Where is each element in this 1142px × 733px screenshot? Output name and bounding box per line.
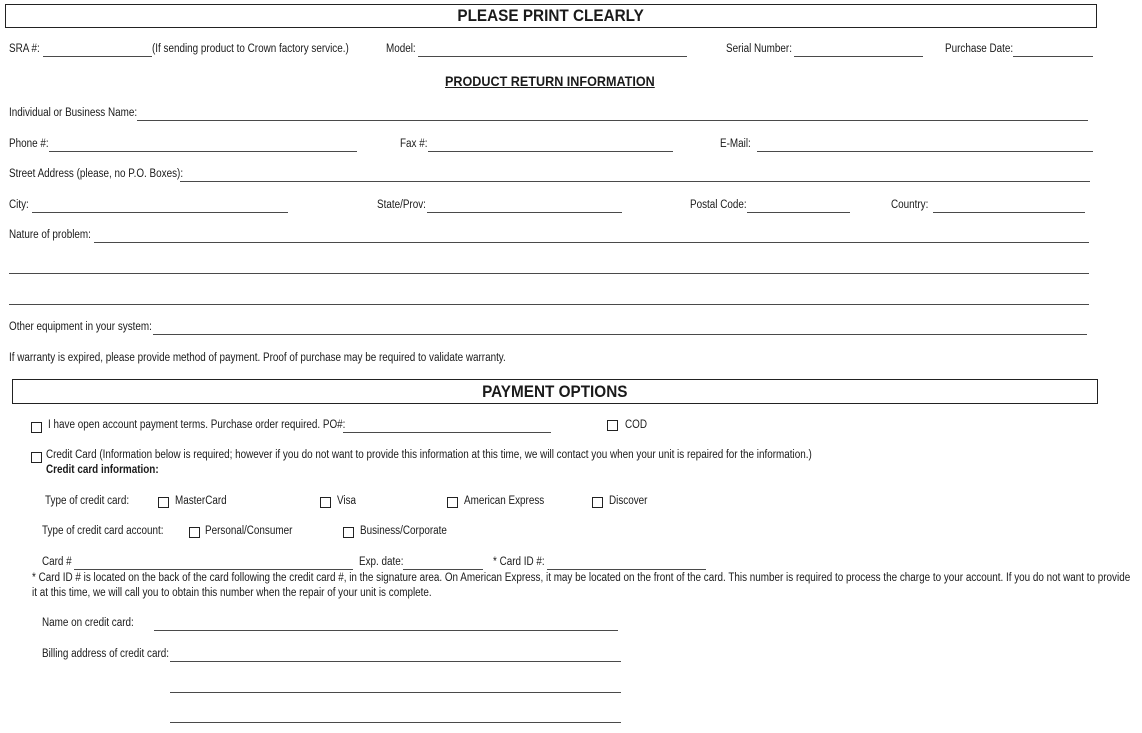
email-field[interactable] — [757, 151, 1093, 152]
name-on-card-field[interactable] — [154, 630, 618, 631]
billing-address-field-line-1[interactable] — [170, 661, 621, 662]
business-corporate-label: Business/Corporate — [360, 525, 447, 537]
phone-label: Phone #: — [9, 138, 49, 150]
postal-code-field[interactable] — [747, 212, 850, 213]
sra-label: SRA #: — [9, 43, 40, 55]
discover-checkbox[interactable] — [592, 497, 603, 508]
other-equipment-label: Other equipment in your system: — [9, 321, 152, 333]
email-label: E-Mail: — [720, 138, 751, 150]
product-return-heading: PRODUCT RETURN INFORMATION — [445, 73, 655, 89]
card-type-label: Type of credit card: — [45, 495, 130, 507]
mastercard-checkbox[interactable] — [158, 497, 169, 508]
exp-date-label: Exp. date: — [359, 556, 404, 568]
business-name-field[interactable] — [137, 120, 1088, 121]
cod-label: COD — [625, 419, 647, 431]
sra-note: (If sending product to Crown factory service.) — [152, 43, 349, 55]
payment-options-title: PAYMENT OPTIONS — [482, 381, 628, 401]
fax-label: Fax #: — [400, 138, 428, 150]
po-number-field[interactable] — [343, 432, 551, 433]
card-number-field[interactable] — [74, 569, 353, 570]
serial-number-label: Serial Number: — [726, 43, 792, 55]
personal-consumer-checkbox[interactable] — [189, 527, 200, 538]
model-label: Model: — [386, 43, 416, 55]
model-field[interactable] — [418, 56, 687, 57]
problem-field-line-1[interactable] — [94, 242, 1089, 243]
street-address-label: Street Address (please, no P.O. Boxes): — [9, 168, 184, 180]
open-account-checkbox[interactable] — [31, 422, 42, 433]
open-account-label: I have open account payment terms. Purchase order required. PO#: — [48, 419, 346, 431]
american-express-label: American Express — [464, 495, 545, 507]
billing-address-field-line-2[interactable] — [170, 692, 621, 693]
purchase-date-field[interactable] — [1013, 56, 1093, 57]
form-title-box — [5, 4, 1097, 28]
mastercard-label: MasterCard — [175, 495, 227, 507]
cod-checkbox[interactable] — [607, 420, 618, 431]
credit-card-label: Credit Card (Information below is required; however if you do not want to provide this information at this time, we will contact you when your unit is repaired for the information.) — [46, 449, 812, 461]
credit-card-checkbox[interactable] — [31, 452, 42, 463]
card-id-field[interactable] — [547, 569, 706, 570]
sra-field[interactable] — [43, 56, 152, 57]
phone-field[interactable] — [49, 151, 357, 152]
state-field[interactable] — [427, 212, 622, 213]
billing-address-field-line-3[interactable] — [170, 722, 621, 723]
serial-number-field[interactable] — [794, 56, 923, 57]
business-name-label: Individual or Business Name: — [9, 107, 138, 119]
credit-card-info-heading: Credit card information: — [46, 464, 159, 476]
city-label: City: — [9, 199, 29, 211]
payment-options-box — [12, 379, 1098, 404]
other-equipment-field[interactable] — [153, 334, 1087, 335]
form-title: PLEASE PRINT CLEARLY — [457, 6, 645, 25]
american-express-checkbox[interactable] — [447, 497, 458, 508]
postal-code-label: Postal Code: — [690, 199, 747, 211]
name-on-card-label: Name on credit card: — [42, 617, 134, 629]
card-number-label: Card # — [42, 556, 72, 568]
card-id-label: * Card ID #: — [493, 556, 545, 568]
purchase-date-label: Purchase Date: — [945, 43, 1014, 55]
exp-date-field[interactable] — [403, 569, 483, 570]
visa-checkbox[interactable] — [320, 497, 331, 508]
problem-field-line-3[interactable] — [9, 304, 1089, 305]
problem-field-line-2[interactable] — [9, 273, 1089, 274]
fax-field[interactable] — [428, 151, 673, 152]
country-label: Country: — [891, 199, 929, 211]
billing-address-label: Billing address of credit card: — [42, 648, 169, 660]
city-field[interactable] — [32, 212, 288, 213]
personal-consumer-label: Personal/Consumer — [205, 525, 293, 537]
warranty-note: If warranty is expired, please provide method of payment. Proof of purchase may be required to validate warranty. — [9, 352, 506, 364]
discover-label: Discover — [609, 495, 648, 507]
card-id-note-line-2: it at this time, we will call you to obtain this number when the repair of your unit is complete. — [32, 587, 432, 599]
street-address-field[interactable] — [180, 181, 1090, 182]
problem-label: Nature of problem: — [9, 229, 91, 241]
country-field[interactable] — [933, 212, 1085, 213]
state-label: State/Prov: — [377, 199, 426, 211]
visa-label: Visa — [337, 495, 357, 507]
card-id-note-line-1: * Card ID # is located on the back of the card following the credit card #, in the signature area. On American Express, it may be located on the front of the card. This number is required to process the charge to your account. If you do not want to provide — [32, 572, 1131, 584]
account-type-label: Type of credit card account: — [42, 525, 164, 537]
business-corporate-checkbox[interactable] — [343, 527, 354, 538]
